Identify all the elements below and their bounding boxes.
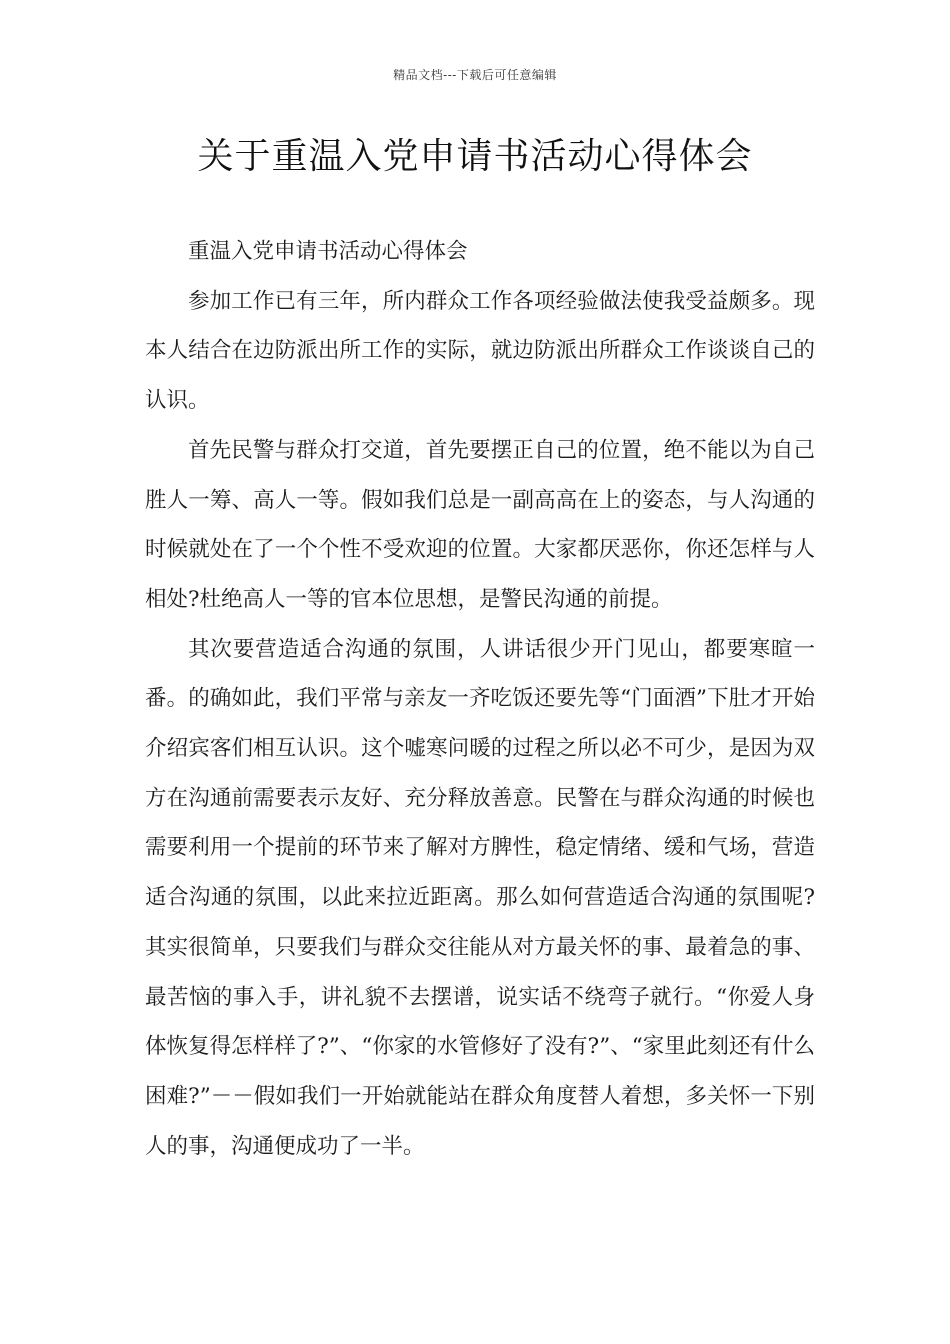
document-title: 关于重温入党申请书活动心得体会 bbox=[197, 136, 753, 177]
paragraph-subtitle: 重温入党申请书活动心得体会 bbox=[188, 239, 468, 264]
paragraph-second-point: 其次要营造适合沟通的氛围，人讲话很少开门见山，都要寒暄一番。的确如此，我们平常与亲友一齐吃饭还要先等“门面酒”下肚才开始介绍宾客们相互认识。这个嘘寒问暖的过程之所以必不可少，是因为双方在沟通前需要表示友好、充分释放善意。民警在与群众沟通的时候也需要利用一个提前的环节来了解对方脾性，稳定情绪、缓和气场，营造适合沟通的氛围，以此来拉近距离。那么如何营造适合沟通的氛围呢?其实很简单，只要我们与群众交往能从对方最关怀的事、最着急的事、最苦恼的事入手，讲礼貌不去摆谱，说实话不绕弯子就行。“你爱人身体恢复得怎样样了?”、“你家的水管修好了没有?”、“家里此刻还有什么困难?”－－假如我们一开始就能站在群众角度替人着想，多关怀一下别人的事，沟通便成功了一半。 bbox=[145, 636, 815, 1159]
paragraph-intro: 参加工作已有三年，所内群众工作各项经验做法使我受益颇多。现本人结合在边防派出所工作的实际，就边防派出所群众工作谈谈自己的认识。 bbox=[145, 288, 815, 414]
header-note: 精品文档---下载后可任意编辑 bbox=[393, 68, 557, 82]
document-body bbox=[145, 227, 815, 1171]
paragraph-first-point: 首先民警与群众打交道，首先要摆正自己的位置，绝不能以为自己胜人一筹、高人一等。假如我们总是一副高高在上的姿态，与人沟通的时候就处在了一个个性不受欢迎的位置。大家都厌恶你，你还怎样与人相处?杜绝高人一等的官本位思想，是警民沟通的前提。 bbox=[145, 437, 815, 612]
